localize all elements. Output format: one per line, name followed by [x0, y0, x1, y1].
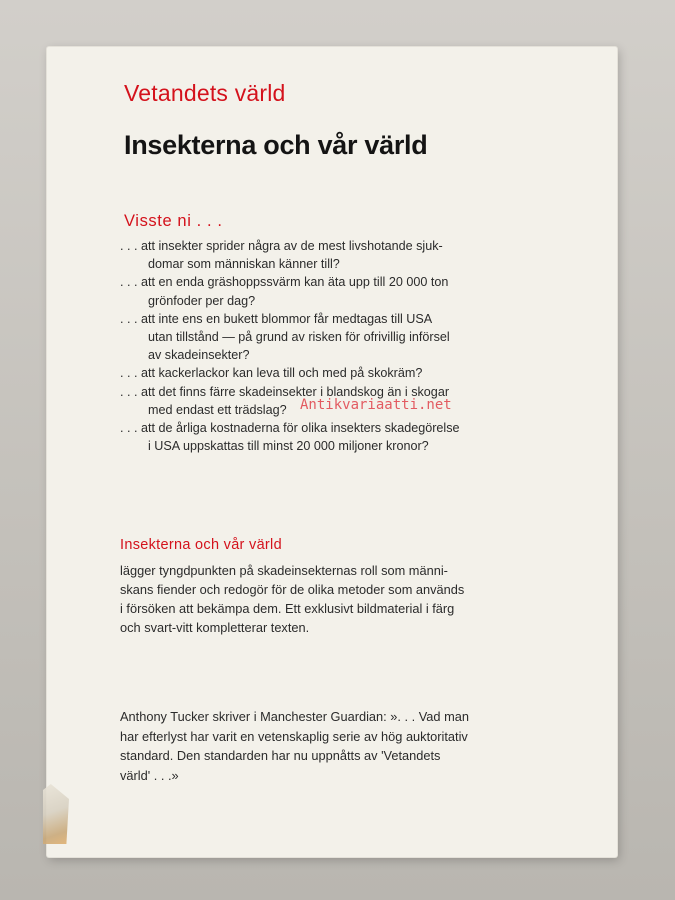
- fact-line: i USA uppskattas till minst 20 000 miljoner kronor?: [148, 439, 429, 454]
- fact-line: . . . att inte ens en bukett blommor får medtagas till USA: [120, 311, 433, 326]
- fact-line: . . . att insekter sprider några av de mest livshotande sjuk-: [120, 239, 443, 253]
- about-line: och svart-vitt kompletterar texten.: [120, 620, 310, 635]
- facts-heading: Visste ni . . .: [124, 212, 223, 230]
- fact-line: . . . att en enda gräshoppssvärm kan äta upp till 20 000 ton: [120, 275, 449, 290]
- fact-line: . . . att kackerlackor kan leva till och med på skokräm?: [120, 366, 423, 381]
- quote-line: Anthony Tucker skriver i Manchester Guardian: ». . . Vad man: [120, 709, 469, 724]
- fact-item: [120, 237, 520, 273]
- book-title: Insekterna och vår värld: [124, 130, 428, 160]
- series-title: Vetandets värld: [124, 80, 286, 106]
- fact-item: [120, 273, 520, 309]
- facts-list: [120, 237, 520, 455]
- about-heading: Insekterna och vår värld: [120, 537, 282, 553]
- fact-item: [120, 419, 520, 455]
- fact-line: . . . att de årliga kostnaderna för olika insekters skadegörelse: [120, 421, 460, 436]
- about-paragraph: [120, 561, 520, 637]
- fact-line: av skadeinsekter?: [148, 348, 250, 363]
- fact-line: domar som människan känner till?: [148, 257, 340, 272]
- about-line: lägger tyngdpunkten på skadeinsekternas roll som männi-: [120, 563, 448, 578]
- fact-line: . . . att det finns färre skadeinsekter i blandskog än i skogar: [120, 384, 450, 399]
- about-line: i försöken att bekämpa dem. Ett exklusivt bildmaterial i färg: [120, 601, 455, 616]
- watermark: Antikvariaatti.net: [300, 397, 452, 413]
- fact-line: grönfoder per dag?: [148, 293, 256, 308]
- review-quote: [120, 707, 530, 785]
- about-line: skans fiender och redogör för de olika metoder som används: [120, 582, 465, 597]
- fact-line: utan tillstånd — på grund av risken för ofrivillig införsel: [148, 330, 450, 345]
- fact-item: [120, 310, 520, 365]
- cover-wear-mark: [43, 784, 69, 844]
- fact-line: med endast ett trädslag?: [148, 402, 287, 417]
- fact-item: [120, 364, 520, 382]
- book-back-cover: [47, 47, 617, 857]
- quote-line: standard. Den standarden har nu uppnåtts av 'Vetandets: [120, 748, 441, 763]
- quote-line: har efterlyst har varit en vetenskaplig serie av hög auktoritativ: [120, 728, 468, 744]
- quote-line: värld' . . .»: [120, 767, 179, 783]
